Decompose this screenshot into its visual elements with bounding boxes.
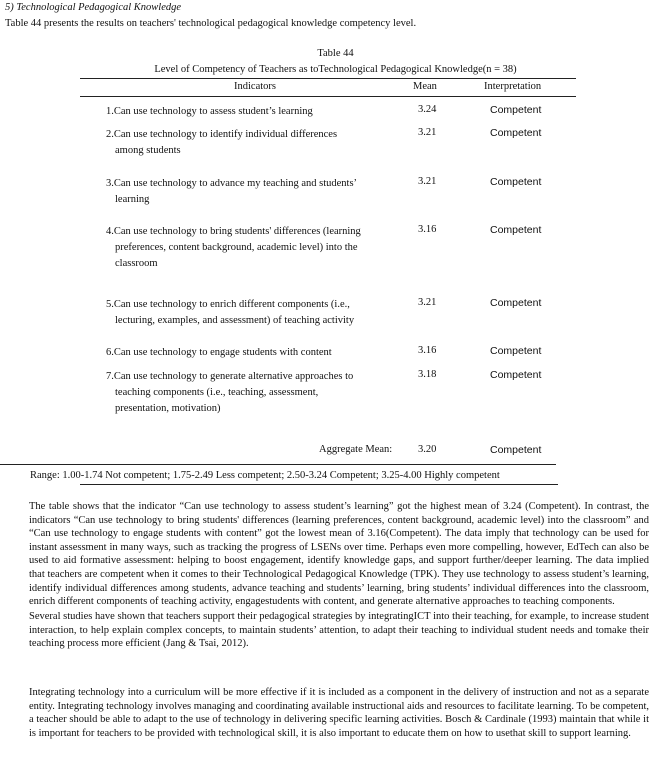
aggregate-label: Aggregate Mean: [319,444,393,455]
indicator-line: among students [115,145,181,156]
table-row-5-interpretation: Competent [490,297,542,309]
table-row-5-mean: 3.21 [418,297,437,308]
table-bottom-rule [0,464,556,465]
table-row-6-interpretation: Competent [490,345,542,357]
body-paragraph-1: The table shows that the indicator “Can use technology to assess student’s learning” got the highest mean of 3.24 (Competent). In contrast, the indicators “Can use technology to bring students' differences (learning preferences, content background, academic level) into the classroom” and “Can use technology to engage students with content” got the lowest mean of 3.16(Competent). The data imply that technology can be used for instant assessment in many ways, such as tracking the progress of LSENs over time. Perhaps even more compelling, however, EdTech can also be used to aid formative assessment: helping to boost engagement, identify knowledge gaps, and support further/deeper learning. The data implied that teachers are competent when it comes to their Technological Pedagogical Knowledge (TPK). They use technology to assess student’s learning, identify individual differences among students, advance teaching and students’ learning, bring students’ individual differences into the classroom, enrich different components of teaching activity, engagestudents with content, and generate alternative approaches to teaching components. [29,501,649,608]
range-underline [80,484,558,485]
header-indicators: Indicators [234,81,276,92]
table-row-1-interpretation: Competent [490,104,542,116]
indicator-line: 2.Can use technology to identify individual differences [106,129,338,140]
table-row-3-mean: 3.21 [418,176,437,187]
section-intro: Table 44 presents the results on teachers' technological pedagogical knowledge competency level. [5,18,417,29]
body-paragraph-2: Several studies have shown that teachers support their pedagogical strategies by integratingICT into their teaching, for example, to increase student interaction, to help explain complex concepts, to maintain students’ attention, to adapt their teaching to individual student needs and tomake their teaching process more efficient (Jang & Tsai, 2012). [29,611,649,650]
indicator-line: 3.Can use technology to advance my teaching and students’ [106,178,358,189]
header-interpretation: Interpretation [484,81,542,92]
indicator-line: 7.Can use technology to generate alternative approaches to [106,371,354,382]
table-row-2-interpretation: Competent [490,127,542,139]
table-row-3-interpretation: Competent [490,176,542,188]
body-paragraph-3: Integrating technology into a curriculum will be more effective if it is included as a component in the delivery of instruction and not as a separate entity. Integrating technology involves managing and coordinating available instructional aids and resources to facilitate learning. To be competent, a teacher should be able to adapt to the use of technology in delivering specific learning activities. Bosch & Cardinale (1993) maintain that while it is important for teachers to be provided with technological skill, it is also important to educate them on how to usethat skill to support learning. [29,687,649,739]
indicator-line: 4.Can use technology to bring students' differences (learning [106,226,361,237]
indicator-line: presentation, motivation) [115,403,221,414]
table-row-4-indicator [106,224,396,272]
table-row-6-indicator [106,345,396,361]
indicator-line: lecturing, examples, and assessment) of teaching activity [115,315,355,326]
indicator-line: teaching components (i.e., teaching, assessment, [115,387,319,398]
indicator-line: 5.Can use technology to enrich different components (i.e., [106,299,350,310]
table-row-2-mean: 3.21 [418,127,437,138]
aggregate-mean: 3.20 [418,444,437,455]
table-row-5-indicator [106,297,396,329]
table-row-4-mean: 3.16 [418,224,437,235]
table-title: Level of Competency of Teachers as toTechnological Pedagogical Knowledge(n = 38) [154,64,517,75]
indicator-line: learning [115,194,150,205]
indicator-line: 1.Can use technology to assess student’s learning [106,106,313,117]
table-row-7-indicator [106,369,396,417]
table-row-7-mean: 3.18 [418,369,437,380]
table-row-6-mean: 3.16 [418,345,437,356]
section-heading: 5) Technological Pedagogical Knowledge [5,2,182,13]
table-row-1-indicator [106,104,396,120]
table-row-4-interpretation: Competent [490,224,542,236]
indicator-line: 6.Can use technology to engage students with content [106,347,332,358]
table-top-rule [80,78,576,79]
table-row-1-mean: 3.24 [418,104,437,115]
table-label: Table 44 [317,48,354,59]
table-row-7-interpretation: Competent [490,369,542,381]
indicator-line: preferences, content background, academic level) into the [115,242,358,253]
aggregate-interpretation: Competent [490,444,542,456]
indicator-line: classroom [115,258,158,269]
header-mean: Mean [413,81,437,92]
table-header-rule [80,96,576,97]
table-row-3-indicator [106,176,396,208]
range-legend: Range: 1.00-1.74 Not competent; 1.75-2.49 Less competent; 2.50-3.24 Competent; 3.25-4.00 Highly competent [30,470,500,481]
table-row-2-indicator [106,127,396,159]
